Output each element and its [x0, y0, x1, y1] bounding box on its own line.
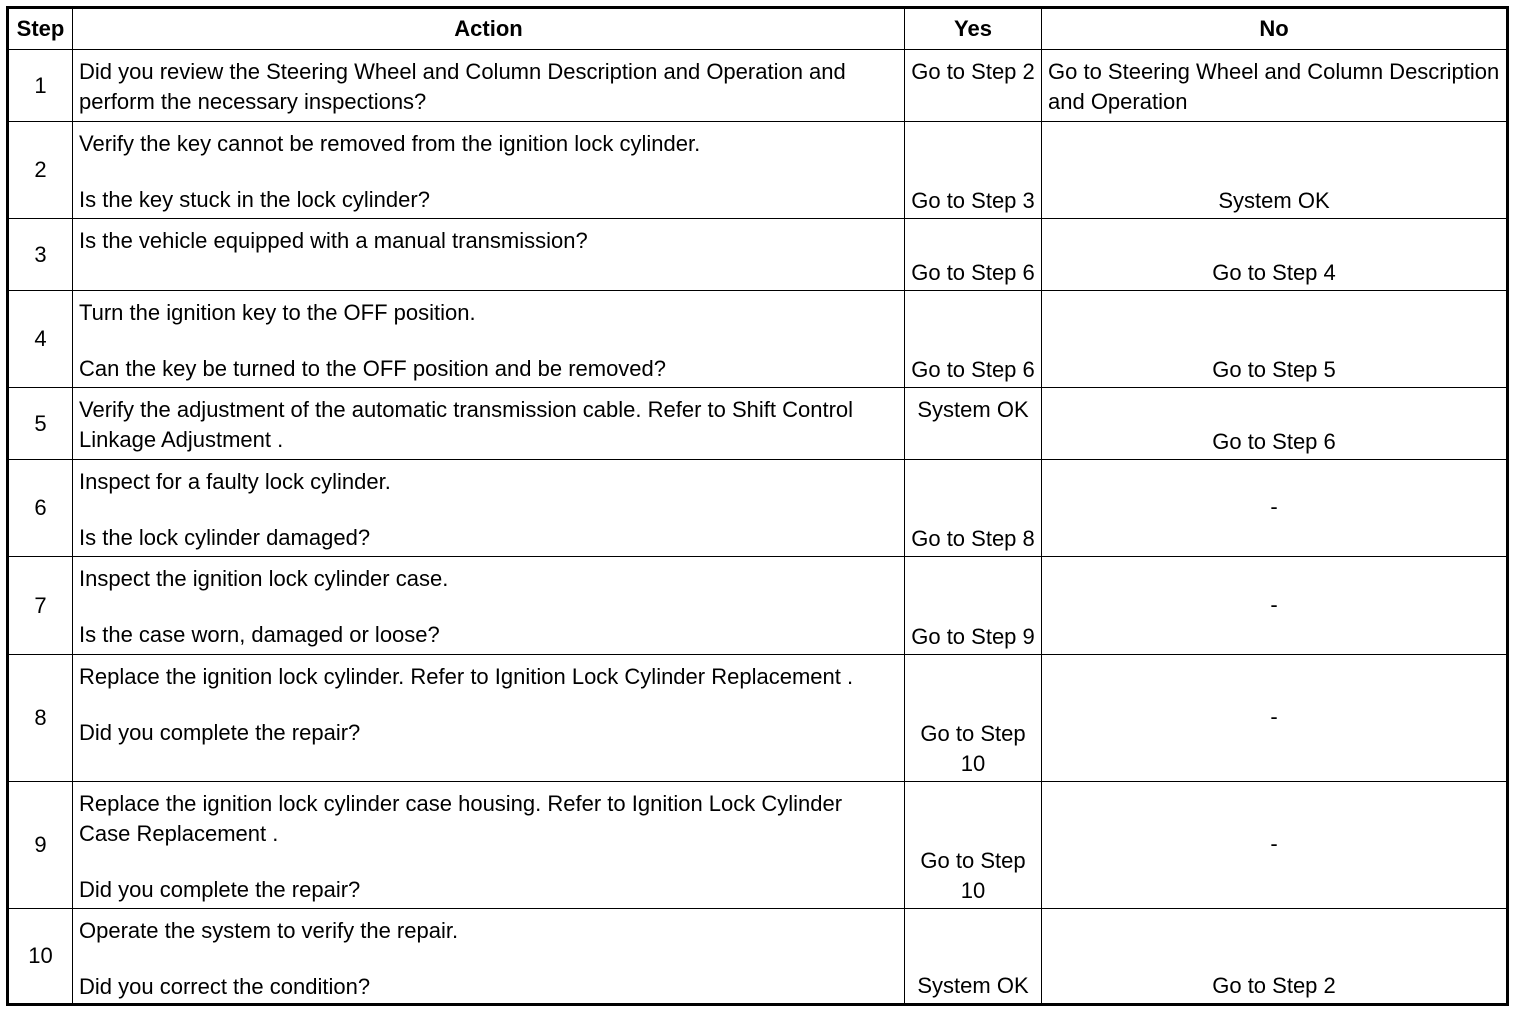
no-cell: -	[1042, 654, 1508, 781]
step-number: 1	[8, 50, 73, 122]
action-cell	[73, 50, 905, 122]
table-row	[8, 460, 1508, 557]
yes-cell: System OK	[905, 388, 1042, 460]
action-text: Operate the system to verify the repair.	[79, 917, 459, 943]
step-number: 5	[8, 388, 73, 460]
table-row	[8, 654, 1508, 781]
table-row	[8, 557, 1508, 654]
yes-cell: System OK	[905, 908, 1042, 1004]
action-question: Did you correct the condition?	[79, 973, 371, 999]
no-cell: System OK	[1042, 122, 1508, 219]
action-question: Did you complete the repair?	[79, 719, 361, 745]
action-cell	[73, 219, 905, 291]
action-text: Replace the ignition lock cylinder. Refer to Ignition Lock Cylinder Replacement .	[79, 663, 854, 689]
action-cell	[73, 557, 905, 654]
action-cell	[73, 781, 905, 908]
action-text: Turn the ignition key to the OFF position.	[79, 300, 476, 326]
yes-cell: Go to Step 9	[905, 557, 1042, 654]
table-row	[8, 291, 1508, 388]
table-row	[8, 50, 1508, 122]
no-cell: Go to Step 2	[1042, 908, 1508, 1004]
step-number: 6	[8, 460, 73, 557]
action-question: Did you complete the repair?	[79, 876, 361, 902]
yes-cell: Go to Step 10	[905, 654, 1042, 781]
action-cell	[73, 654, 905, 781]
action-cell	[73, 122, 905, 219]
step-number: 8	[8, 654, 73, 781]
action-text: Verify the key cannot be removed from the ignition lock cylinder.	[79, 131, 701, 157]
no-cell: -	[1042, 557, 1508, 654]
header-step: Step	[8, 8, 73, 50]
action-text: Inspect the ignition lock cylinder case.	[79, 566, 449, 592]
no-cell: Go to Step 6	[1042, 388, 1508, 460]
step-number: 2	[8, 122, 73, 219]
no-cell: -	[1042, 781, 1508, 908]
no-cell: Go to Step 4	[1042, 219, 1508, 291]
yes-cell: Go to Step 6	[905, 219, 1042, 291]
step-number: 4	[8, 291, 73, 388]
header-no: No	[1042, 8, 1508, 50]
action-cell	[73, 908, 905, 1004]
action-text: Did you review the Steering Wheel and Column Description and Operation and perform the necessary inspections?	[79, 59, 846, 114]
step-number: 10	[8, 908, 73, 1004]
action-question: Is the lock cylinder damaged?	[79, 525, 371, 551]
no-cell: Go to Step 5	[1042, 291, 1508, 388]
action-text: Is the vehicle equipped with a manual transmission?	[79, 228, 588, 254]
step-number: 9	[8, 781, 73, 908]
header-yes: Yes	[905, 8, 1042, 50]
yes-cell: Go to Step 8	[905, 460, 1042, 557]
action-question: Is the case worn, damaged or loose?	[79, 622, 440, 648]
table-row	[8, 219, 1508, 291]
header-action: Action	[73, 8, 905, 50]
action-cell	[73, 388, 905, 460]
header-row	[8, 8, 1508, 50]
diagnostic-table	[6, 6, 1509, 1006]
action-cell	[73, 460, 905, 557]
yes-cell: Go to Step 6	[905, 291, 1042, 388]
yes-cell: Go to Step 2	[905, 50, 1042, 122]
action-text: Replace the ignition lock cylinder case housing. Refer to Ignition Lock Cylinder Case Replacement .	[79, 790, 843, 846]
action-question: Can the key be turned to the OFF position and be removed?	[79, 356, 667, 382]
no-cell: -	[1042, 460, 1508, 557]
table-row	[8, 781, 1508, 908]
table-row	[8, 122, 1508, 219]
action-text: Verify the adjustment of the automatic transmission cable. Refer to Shift Control Linkage Adjustment .	[79, 397, 854, 453]
table-row	[8, 908, 1508, 1004]
table-row	[8, 388, 1508, 460]
step-number: 3	[8, 219, 73, 291]
yes-cell: Go to Step 3	[905, 122, 1042, 219]
yes-cell: Go to Step 10	[905, 781, 1042, 908]
action-text: Inspect for a faulty lock cylinder.	[79, 469, 391, 495]
action-question: Is the key stuck in the lock cylinder?	[79, 187, 430, 213]
step-number: 7	[8, 557, 73, 654]
no-cell: Go to Steering Wheel and Column Description and Operation	[1042, 50, 1508, 122]
action-cell	[73, 291, 905, 388]
